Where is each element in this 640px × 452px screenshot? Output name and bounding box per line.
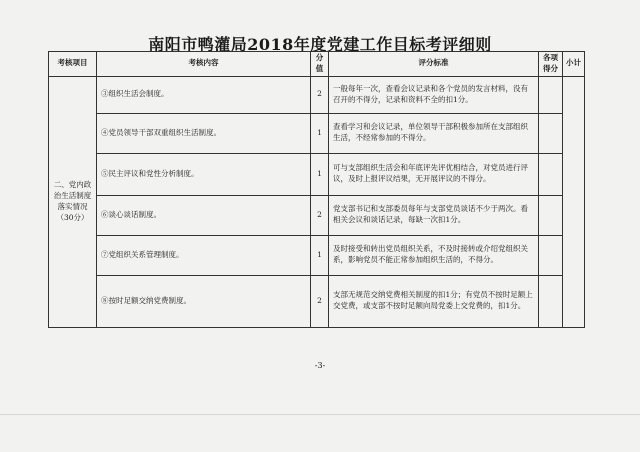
row-content: ⑦党组织关系管理制度。 (97, 235, 311, 275)
header-subtotal: 小计 (563, 52, 585, 77)
header-content: 考核内容 (97, 52, 311, 77)
table-row (49, 195, 585, 235)
page-number: -3- (314, 361, 326, 370)
header-item: 考核项目 (49, 52, 97, 77)
row-score: 1 (311, 113, 329, 153)
table-row (49, 76, 585, 113)
header-item-score: 各项得分 (539, 52, 563, 77)
row-item-score (539, 235, 563, 275)
row-criteria: 党支部书记和支部委员每年与支部党员谈话不少于两次。看相关会议和谈话记录，每缺一次扣1分。 (329, 195, 539, 235)
row-item-score (539, 113, 563, 153)
row-score: 2 (311, 195, 329, 235)
row-content: ④党员领导干部双重组织生活制度。 (97, 113, 311, 153)
document-title: 南阳市鸭灌局2018年度党建工作目标考评细则 (148, 35, 492, 54)
category-cell: 二、党内政治生活制度落实情况（30分） (49, 76, 97, 327)
row-score: 1 (311, 153, 329, 195)
table-header-row (49, 52, 585, 77)
table-row (49, 113, 585, 153)
row-score: 1 (311, 235, 329, 275)
row-item-score (539, 153, 563, 195)
row-criteria: 查看学习和会议记录，单位领导干部积极参加所在支部组织生活，不经常参加的不得分。 (329, 113, 539, 153)
table-row (49, 235, 585, 275)
row-item-score (539, 195, 563, 235)
table-row (49, 153, 585, 195)
row-content: ③组织生活会制度。 (97, 76, 311, 113)
row-content: ⑤民主评议和党性分析制度。 (97, 153, 311, 195)
row-criteria: 及时接受和转出党员组织关系，不及时接转或介绍党组织关系，影响党员不能正常参加组织生活的，不得分。 (329, 235, 539, 275)
table-row (49, 275, 585, 327)
row-content: ⑧按时足额交纳党费制度。 (97, 275, 311, 327)
evaluation-table (48, 51, 585, 328)
row-item-score (539, 76, 563, 113)
subtotal-cell (563, 76, 585, 327)
page-edge-divider (0, 414, 640, 415)
row-score: 2 (311, 275, 329, 327)
row-score: 2 (311, 76, 329, 113)
row-criteria: 一般每年一次，查看会议记录和各个党员的发言材料，没有召开的不得分，记录和资料不全的扣1分。 (329, 76, 539, 113)
row-item-score (539, 275, 563, 327)
row-criteria: 支部无规范交纳党费相关制度的扣1分；有党员不按时足额上交党费，或支部不按时足额向局党委上交党费的，扣1分。 (329, 275, 539, 327)
row-criteria: 可与支部组织生活会和年底评先评优相结合，对党员进行评议，及时上报评议结果，无开展评议的不得分。 (329, 153, 539, 195)
header-score: 分值 (311, 52, 329, 77)
header-criteria: 评分标准 (329, 52, 539, 77)
row-content: ⑥谈心谈话制度。 (97, 195, 311, 235)
